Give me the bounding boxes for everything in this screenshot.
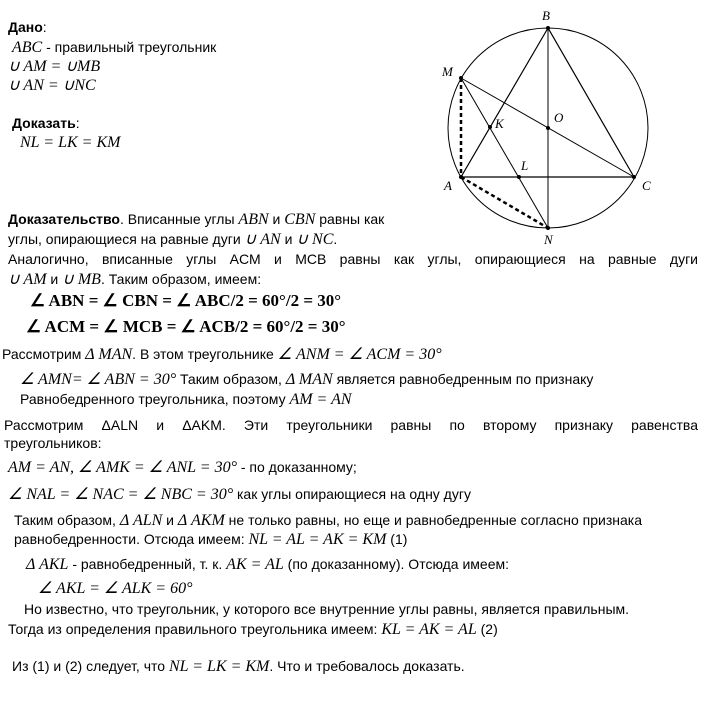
equation-1: ∠ ABN = ∠ CBN = ∠ ABC/2 = 60°/2 = 30°: [30, 291, 342, 310]
label-m: M: [442, 64, 453, 79]
proof-line-17: ∠ AKL = ∠ ALK = 60°: [38, 580, 193, 597]
proof-line-11: треугольников:: [4, 435, 102, 451]
proof-line-4: ∪ AM и ∪ MB. Таким образом, имеем:: [8, 271, 262, 288]
proof-conclusion: Из (1) и (2) следует, что NL = LK = KM. Что и требовалось доказать.: [12, 658, 465, 675]
point-o: [546, 126, 550, 130]
given-arc-an: ∪ AN = ∪NC: [8, 77, 96, 94]
label-c: C: [642, 178, 651, 193]
proof-line-7: Рассмотрим Δ MAN. В этом треугольнике ∠ ANM = ∠ ACM = 30°: [2, 346, 442, 363]
proof-line-8: ∠ AMN= ∠ ABN = 30° Таким образом, Δ MAN является равнобедренным по признаку: [20, 371, 594, 388]
label-k: K: [495, 116, 504, 131]
proof-line-3: Аналогично, вписанные углы ACM и MCB равны как углы, опирающиеся на равные дуги: [8, 251, 698, 267]
geometry-figure: [430, 0, 660, 250]
given-triangle: [12, 38, 216, 57]
point-k: [488, 125, 492, 129]
point-a: [459, 175, 463, 179]
point-n: [546, 226, 550, 230]
prove-statement: NL = LK = KM: [20, 134, 121, 151]
given-abc-desc: - правильный треугольник: [42, 39, 217, 55]
label-b: B: [542, 8, 550, 23]
given-block: Дано:: [8, 19, 47, 35]
segment-mn: [461, 78, 548, 228]
proof-line-15: равнобедренности. Отсюда имеем: NL = AL = AK = KM (1): [14, 531, 408, 548]
label-l: L: [521, 158, 529, 173]
prove-block: Доказать:: [12, 115, 80, 131]
proof-title: Доказательство: [8, 211, 120, 227]
prove-title: Доказать: [12, 115, 76, 131]
proof-line-19: Тогда из определения правильного треугольника имеем: KL = AK = AL (2): [8, 621, 498, 638]
point-m: [459, 76, 463, 80]
proof-line-16: Δ AKL - равнобедренный, т. к. AK = AL (по доказанному). Отсюда имеем:: [26, 556, 510, 573]
point-b: [546, 26, 550, 30]
given-arc-am: ∪ AM = ∪MB: [8, 58, 101, 75]
proof-line-2: углы, опирающиеся на равные дуги ∪ AN и ∪ NC.: [8, 231, 338, 248]
proof-line-9: Равнобедренного треугольника, поэтому AM = AN: [20, 391, 352, 408]
proof-line-18: Но известно, что треугольник, у которого все внутренние углы равны, является правильным.: [24, 601, 630, 617]
segment-an-dashed: [461, 177, 548, 228]
proof-line-10: Рассмотрим ΔALN и ΔAKM. Эти треугольники равны по второму признаку равенства: [4, 417, 698, 433]
label-o: O: [554, 110, 564, 125]
label-n: N: [544, 232, 553, 247]
proof-line-12: AM = AN, ∠ AMK = ∠ ANL = 30° - по доказанному;: [8, 459, 357, 476]
equation-2: ∠ ACM = ∠ MCB = ∠ ACB/2 = 60°/2 = 30°: [26, 317, 346, 336]
point-l: [517, 175, 521, 179]
proof-line-14: Таким образом, Δ ALN и Δ AKM не только равны, но еще и равнобедренные согласно признака: [14, 512, 643, 529]
proof-line-13: ∠ NAL = ∠ NAC = ∠ NBC = 30° как углы опирающиеся на одну дугу: [8, 486, 471, 503]
point-c: [632, 175, 636, 179]
proof-line-1: Доказательство. Вписанные углы ABN и CBN равны как: [8, 211, 385, 228]
given-title: Дано: [8, 19, 43, 35]
label-a: A: [444, 178, 452, 193]
given-abc: ABC: [12, 39, 43, 56]
